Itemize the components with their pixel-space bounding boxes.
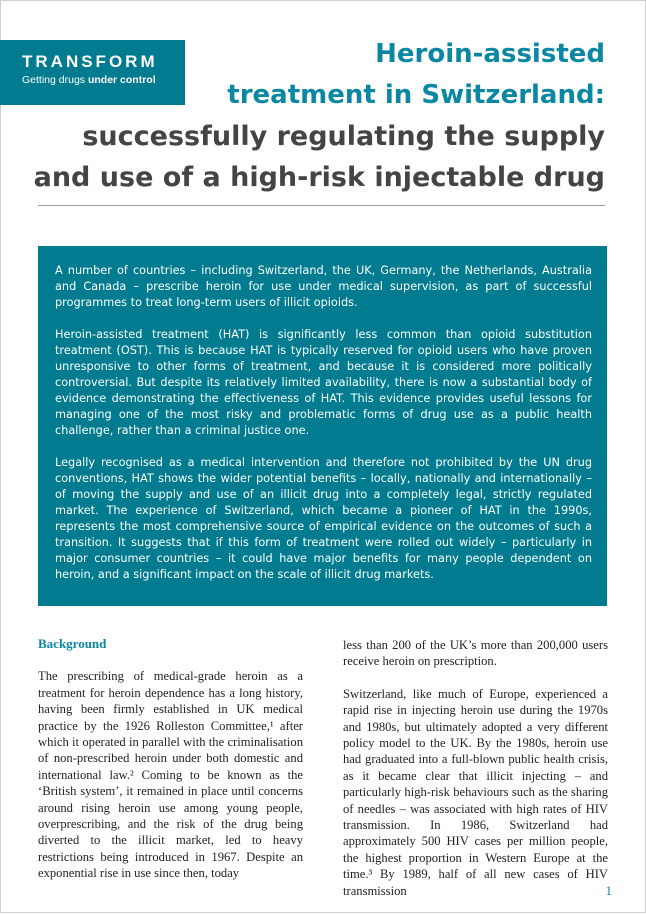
summary-paragraph-3: Legally recognised as a medical intervention and therefore not prohibited by the UN drug conventions, HAT shows the wider potential benefits – locally, nationally and internationally – of moving the supply and use of an illicit drug into a completely legal, strictly regulated market. The experience of Switzerland, which became a pioneer of HAT in the 1990s, represents the most comprehensive source of empirical evidence on the outcomes of such a transition. It suggests that if this form of treatment were rolled out widely – particularly in major consumer countries – it could have major benefits for many people dependent on heroin, and a significant impact on the scale of illicit drug markets. [55,456,592,581]
title-main-line-1: successfully regulating the supply [82,121,605,152]
title-main-line-2: and use of a high-risk injectable drug [33,162,605,193]
title-accent-line-1: Heroin-assisted [375,39,605,69]
body-paragraph-1: The prescribing of medical-grade heroin as a treatment for heroin dependence has a long history, having been firmly established in UK medical practice by the 1926 Rolleston Committee,¹ after which it operated in parallel with the criminalisation of non-prescribed heroin under both domestic and international law.² Coming to be known as the ‘British system’, it remained in place until concerns around rising heroin use among young people, overprescribing, and the risk of the drug being diverted to the illicit market, led to heavy restrictions being introduced in 1967. Despite an exponential rise in use since then, today [38,669,303,881]
section-heading-background: Background [38,636,107,651]
title-divider [38,205,605,206]
summary-paragraph-2: Heroin-assisted treatment (HAT) is significantly less common than opioid substitution treatment (OST). This is because HAT is typically reserved for opioid users who have proven unresponsive to other forms of treatment, and because it is considered more politically controversial. But despite its relatively limited availability, there is now a substantial body of evidence demonstrating the effectiveness of HAT. This evidence provides useful lessons for managing one of the most risky and problematic forms of drug use as a public health challenge, rather than a criminal justice one. [55,328,592,437]
summary-paragraph-1: A number of countries – including Switzerland, the UK, Germany, the Netherlands, Australia and Canada – prescribe heroin for use under medical supervision, as part of successful programmes to treat long-term users of illicit opioids. [55,264,592,309]
summary-box [38,246,607,606]
logo-name: TRANSFORM [22,52,158,71]
title-accent-line-2: treatment in Switzerland: [227,80,605,110]
body-paragraph-2: less than 200 of the UK’s more than 200,000 users receive heroin on prescription. [343,638,608,669]
page-number: 1 [605,883,612,898]
body-paragraph-3: Switzerland, like much of Europe, experienced a rapid rise in injecting heroin use during the 1970s and 1980s, but ultimately adopted a very different policy model to the UK. By the 1980s, heroin use had graduated into a full-blown public health crisis, as it became clear that illicit injecting – and particularly high-risk behaviours such as the sharing of needles – was associated with high rates of HIV transmission. In 1986, Switzerland had approximately 500 HIV cases per million people, the highest proportion in Western Europe at the time.³ By 1989, half of all new cases of HIV transmission [343,686,608,898]
document-title [34,34,605,198]
logo-tagline-emphasis: under control [87,74,156,86]
logo-tagline-start: Getting drugs [22,74,88,86]
body-column-left [38,636,303,898]
body-column-right [343,637,608,915]
